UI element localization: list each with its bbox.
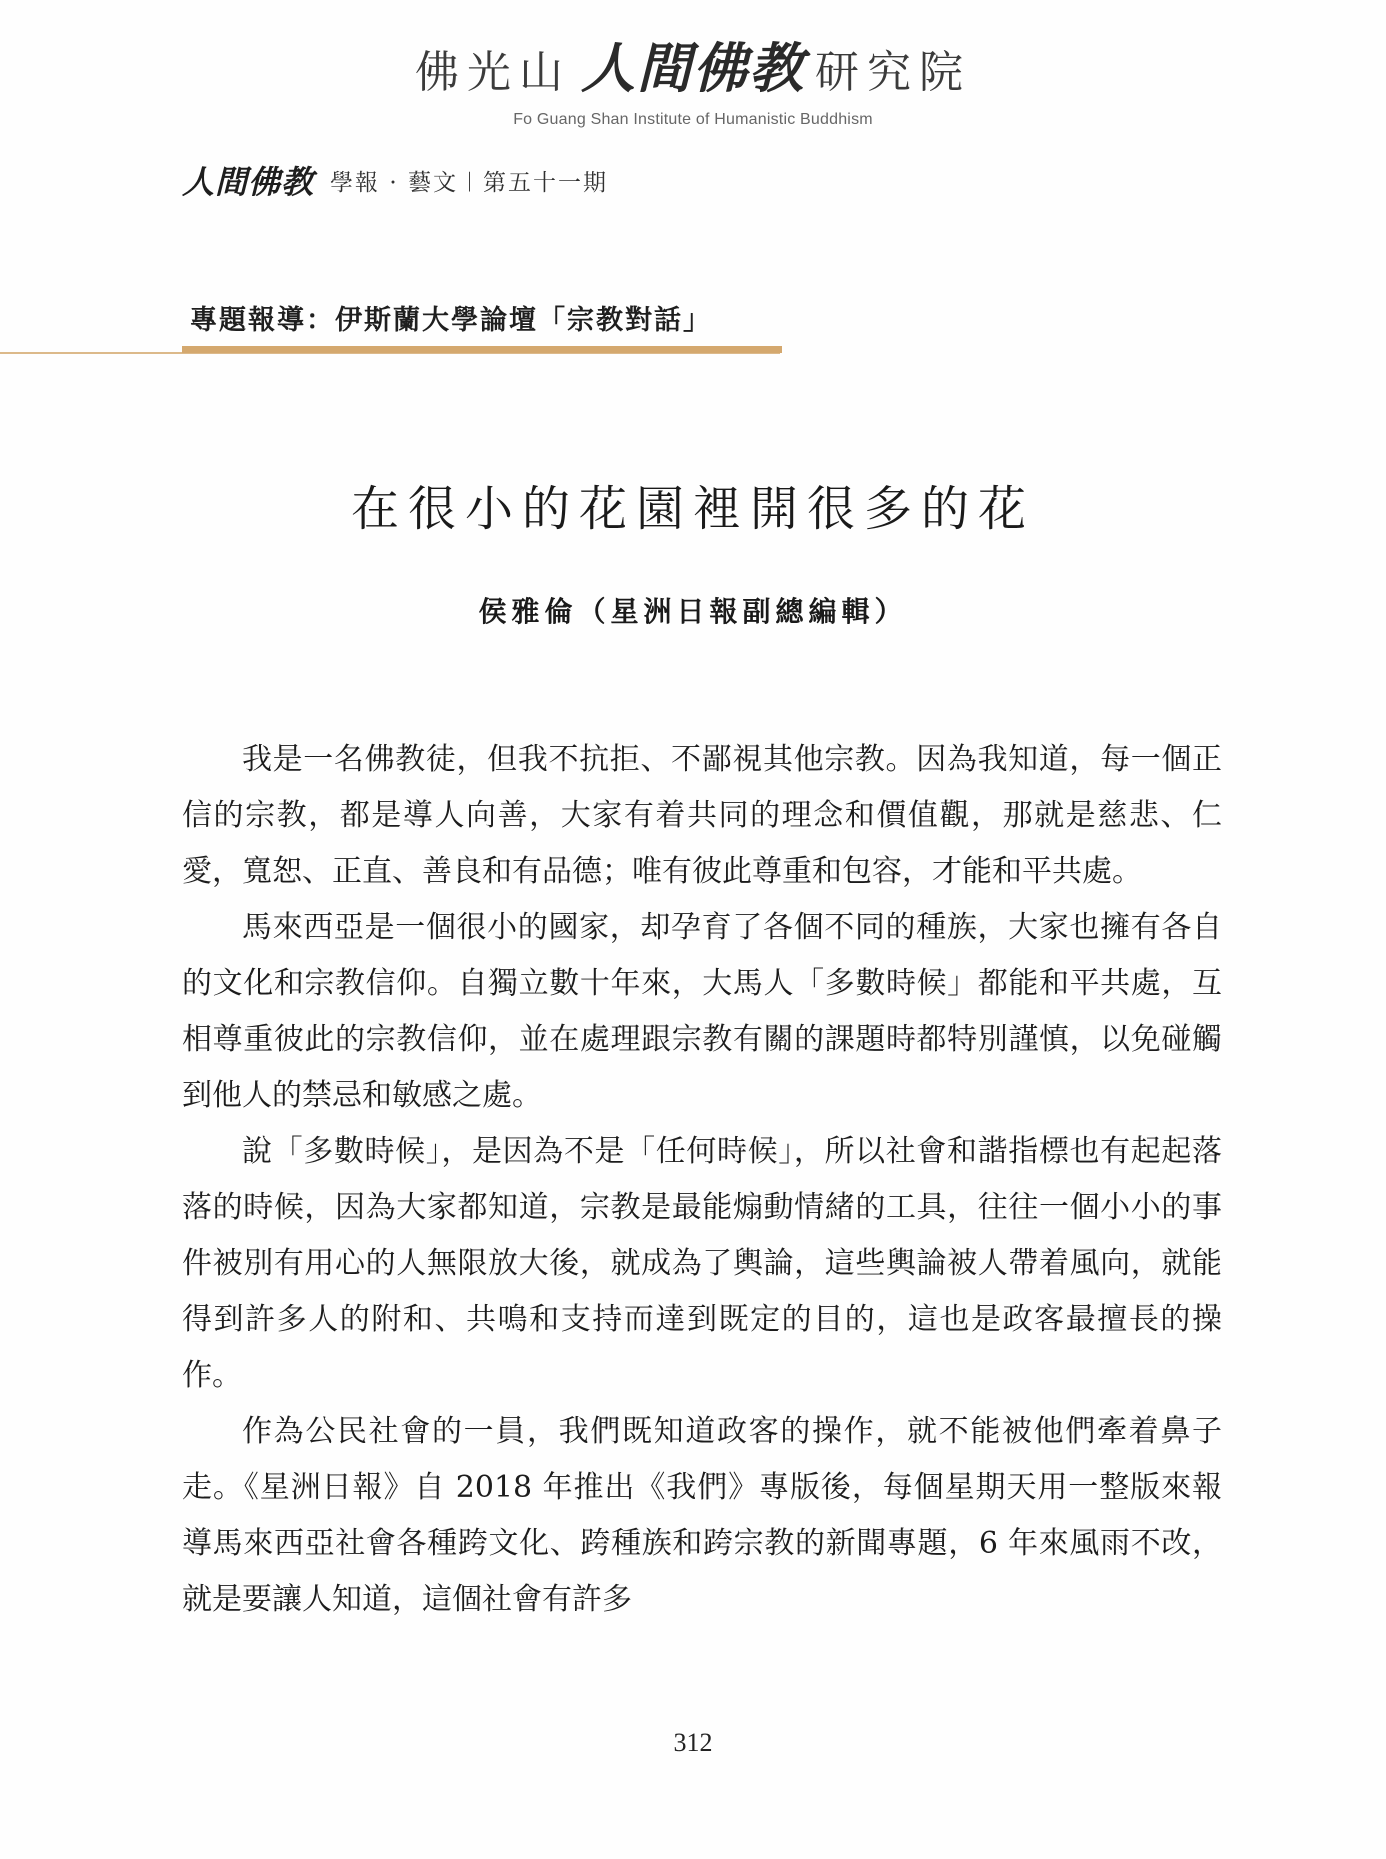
- institute-brand-logo: 人間佛教: [581, 36, 805, 100]
- body-paragraph-1: 我是一名佛教徒，但我不抗拒、不鄙視其他宗教。因為我知道，每一個正信的宗教，都是導人向善，大家有着共同的理念和價值觀，那就是慈悲、仁愛，寬恕、正直、善良和有品德；唯有彼此尊重和包容，才能和平共處。: [182, 742, 1222, 889]
- article-author: 侯雅倫（星洲日報副總編輯）: [478, 595, 908, 628]
- institute-name: [0, 38, 1386, 103]
- article-body: [182, 732, 1222, 1628]
- section-label: 專題報導：伊斯蘭大學論壇「宗教對話」: [190, 305, 712, 336]
- journal-issue-label: 學報 · 藝文︱第五十一期: [330, 169, 608, 196]
- institute-name-left: 佛光山: [415, 47, 571, 98]
- institute-header: [0, 38, 1386, 129]
- institute-english-name: Fo Guang Shan Institute of Humanistic Buddhism: [513, 111, 873, 128]
- body-paragraph-2: 馬來西亞是一個很小的國家，却孕育了各個不同的種族，大家也擁有各自的文化和宗教信仰。自獨立數十年來，大馬人「多數時候」都能和平共處，互相尊重彼此的宗教信仰，並在處理跟宗教有關的課題時都特別謹慎，以免碰觸到他人的禁忌和敏感之處。: [182, 910, 1222, 1113]
- body-paragraph-3: 說「多數時候」，是因為不是「任何時候」，所以社會和諧指標也有起起落落的時候，因為大家都知道，宗教是最能煽動情緒的工具，往往一個小小的事件被別有用心的人無限放大後，就成為了輿論，這些輿論被人帶着風向，就能得到許多人的附和、共鳴和支持而達到既定的目的，這也是政客最擅長的操作。: [182, 1134, 1222, 1393]
- body-paragraph-4: 作為公民社會的一員，我們既知道政客的操作，就不能被他們牽着鼻子走。《星洲日報》自 2018 年推出《我們》專版後，每個星期天用一整版來報導馬來西亞社會各種跨文化、跨種族和跨宗教的新聞專題，6 年來風雨不改，就是要讓人知道，這個社會有許多: [182, 1414, 1222, 1617]
- journal-header: [182, 160, 608, 200]
- page-number: 312: [673, 1728, 713, 1757]
- institute-name-right: 研究院: [815, 47, 971, 98]
- section-underline-bar: [182, 346, 782, 353]
- article-title: 在很小的花園裡開很多的花: [350, 481, 1035, 537]
- journal-brand-logo: 人間佛教: [182, 163, 315, 201]
